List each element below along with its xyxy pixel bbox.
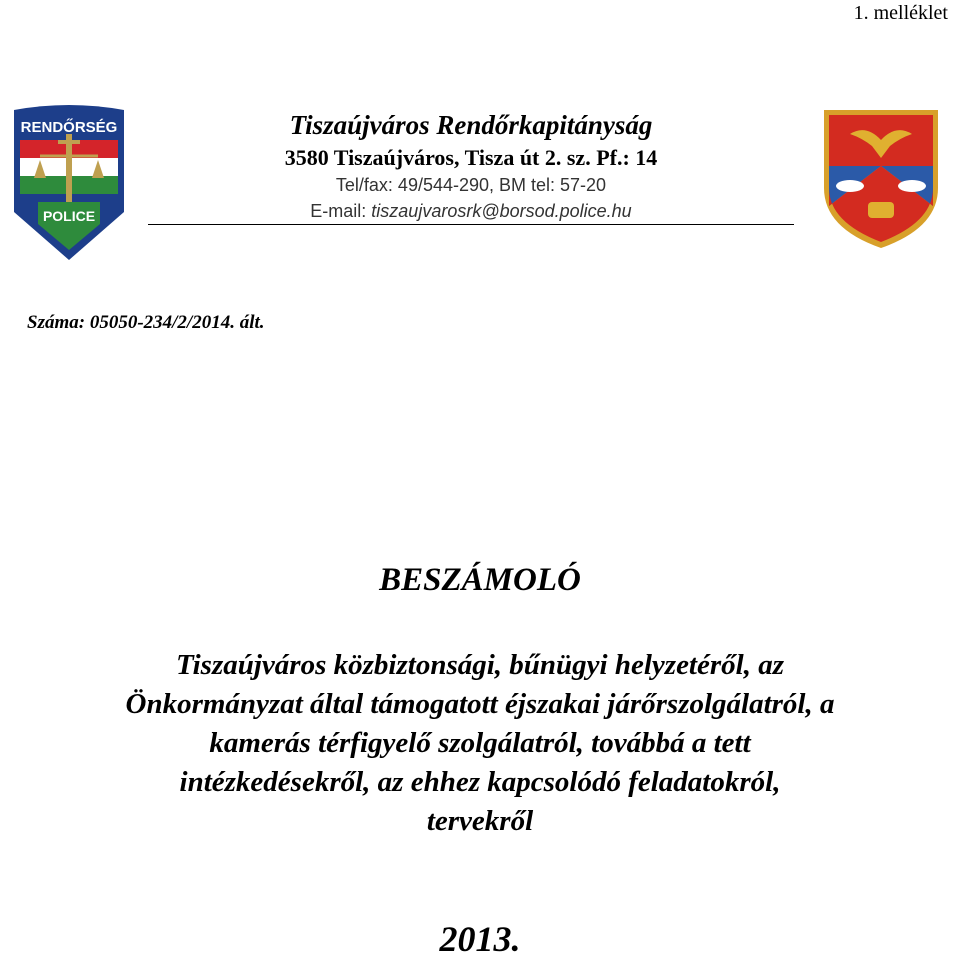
letterhead (148, 108, 794, 225)
subtitle-line: kamerás térfigyelő szolgálatról, továbbá a tett (209, 727, 751, 759)
organization-name: Tiszaújváros Rendőrkapitányság (289, 110, 653, 140)
reference-number: Száma: 05050-234/2/2014. ált. (27, 312, 265, 333)
contact-phone: Tel/fax: 49/544-290, BM tel: 57-20 (335, 175, 607, 195)
coat-of-arms-logo (820, 106, 942, 252)
report-year: 2013. (439, 919, 521, 959)
police-badge-logo (8, 104, 130, 266)
organization-address: 3580 Tiszaújváros, Tisza út 2. sz. Pf.: 14 (284, 145, 658, 170)
subtitle-line: tervekről (426, 805, 534, 837)
police-top-text: RENDŐRSÉG (20, 119, 118, 136)
annex-label: 1. melléklet (853, 2, 948, 24)
police-bottom-text: POLICE (42, 208, 96, 224)
contact-email (148, 198, 794, 225)
document-title: BESZÁMOLÓ (379, 562, 581, 598)
subtitle-line: Tiszaújváros közbiztonsági, bűnügyi helyzetéről, az (175, 649, 784, 681)
email-address: tiszaujvarosrk@borsod.police.hu (371, 201, 632, 221)
subtitle-line: intézkedésekről, az ehhez kapcsolódó feladatokról, (179, 766, 781, 798)
email-label: E-mail: (310, 201, 372, 221)
document-subtitle (20, 646, 940, 841)
subtitle-line: Önkormányzat által támogatott éjszakai járőrszolgálatról, a (125, 688, 835, 720)
